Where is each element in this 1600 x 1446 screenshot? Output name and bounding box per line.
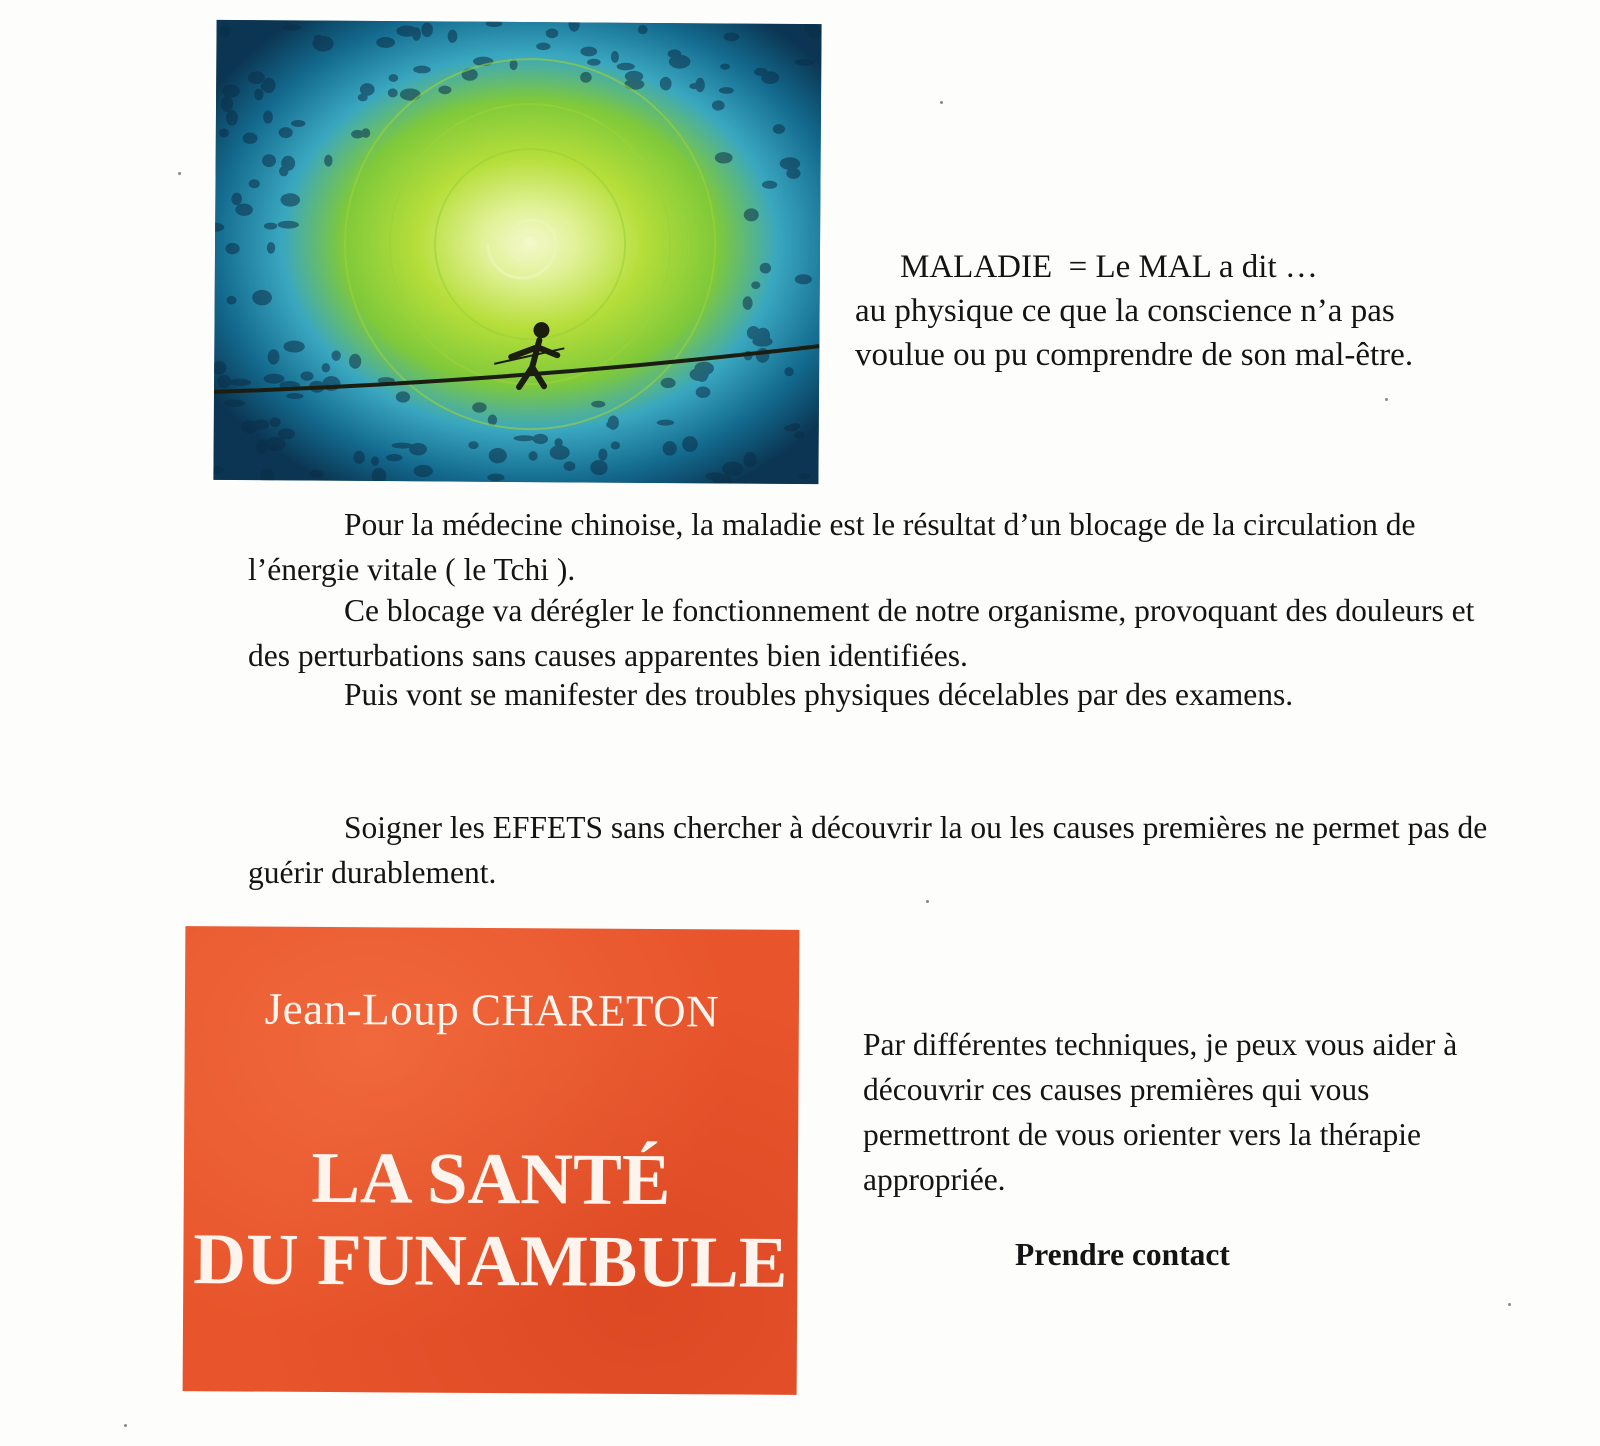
brush-dab: [807, 24, 822, 39]
maladie-rest: au physique ce que la conscience n’a pas voulue ou pu comprendre de son mal-être.: [855, 293, 1414, 373]
brush-dab: [331, 350, 340, 361]
contact-link[interactable]: Prendre contact: [1015, 1237, 1230, 1272]
brush-dab: [262, 154, 276, 167]
brush-dab: [222, 84, 240, 97]
brush-dab: [448, 30, 458, 43]
paragraph-1-text: Pour la médecine chinoise, la maladie est le résultat d’un blocage de la circulation de l’énergie vitale ( le Tchi ).: [248, 507, 1416, 587]
brush-dab: [263, 110, 273, 123]
brush-dab: [248, 71, 265, 84]
brush-dab: [794, 431, 805, 439]
paragraph-4-text: Soigner les EFFETS sans chercher à découvrir la ou les causes premières ne permet pas de guérir durablement.: [248, 810, 1488, 890]
scan-speck: [940, 101, 943, 104]
brush-dab: [421, 22, 433, 37]
brush-dab: [269, 417, 280, 427]
brush-dab: [241, 420, 259, 433]
book-title-line-2: DU FUNAMBULE: [193, 1218, 788, 1303]
brush-dab: [638, 25, 648, 34]
paragraph-2-text: Ce blocage va dérégler le fonctionnement de notre organisme, provoquant des douleurs et des perturbations sans causes apparentes bien identifiées.: [248, 593, 1475, 673]
brush-dab: [598, 448, 607, 460]
brush-dab: [227, 296, 237, 305]
brush-dab: [219, 25, 230, 37]
brush-dab: [254, 89, 263, 101]
brush-dab: [580, 72, 592, 83]
brush-dab: [773, 124, 785, 134]
paragraph-chinese-medicine: [248, 502, 1488, 592]
scan-speck: [124, 1424, 127, 1427]
brush-dab: [265, 437, 285, 451]
tightrope-painting: [213, 20, 821, 484]
brush-dab: [219, 128, 229, 137]
brush-dab: [279, 127, 293, 138]
brush-dab: [267, 242, 275, 254]
brush-dab: [221, 96, 233, 112]
brush-dab: [761, 71, 779, 84]
brush-dab: [261, 82, 271, 91]
brush-dab: [712, 100, 725, 110]
scan-speck: [926, 900, 929, 903]
scan-speck: [1508, 1303, 1511, 1306]
brush-dab: [372, 468, 387, 484]
brush-dab: [546, 28, 559, 38]
maladie-definition: [855, 245, 1435, 377]
brush-dab: [682, 436, 698, 452]
brush-dab: [696, 386, 711, 398]
brush-dab: [663, 441, 677, 456]
brush-dab: [226, 110, 238, 126]
brush-dab: [743, 296, 753, 310]
techniques-paragraph: Par différentes techniques, je peux vous aider à découvrir ces causes premières qui vous permettront de vous orienter vers la thérapie appropriée.: [863, 1027, 1458, 1197]
brush-dab: [231, 193, 242, 206]
brush-dab: [281, 156, 295, 171]
brush-dab: [256, 439, 268, 454]
maladie-first-line: MALADIE = Le MAL a dit …: [900, 249, 1318, 285]
brush-dab: [784, 367, 793, 376]
brush-dab: [611, 441, 620, 449]
brush-dab: [268, 349, 280, 364]
brush-dab: [697, 371, 708, 382]
brush-dab: [396, 391, 410, 402]
brush-dab: [468, 441, 478, 449]
brush-dab: [744, 208, 759, 221]
paragraph-blockage: [248, 588, 1488, 678]
brush-dab: [590, 460, 608, 475]
brush-dab: [722, 462, 743, 477]
brush-dab: [243, 132, 258, 144]
brush-dab: [300, 371, 313, 381]
brush-dab: [389, 74, 399, 82]
painting-artwork: [213, 20, 821, 484]
brush-dab: [550, 445, 570, 460]
book-cover: [183, 926, 800, 1395]
brush-dab: [353, 451, 364, 464]
paragraph-effects: [248, 805, 1488, 895]
brush-dab: [371, 456, 379, 466]
paragraph-symptoms: [248, 672, 1488, 717]
brush-dab: [260, 469, 275, 484]
book-title: [183, 1136, 798, 1304]
scan-speck: [1385, 398, 1388, 401]
brush-dab: [324, 155, 332, 167]
brush-dab: [760, 263, 771, 274]
brush-dab: [249, 179, 260, 188]
brush-dab: [661, 378, 676, 389]
brush-dab: [388, 88, 398, 97]
book-author: Jean-Loup CHARETON: [264, 983, 720, 1037]
brush-dab: [563, 461, 575, 471]
brush-dab: [349, 354, 361, 369]
brush-dab: [489, 448, 507, 464]
brush-dab: [743, 452, 757, 467]
brush-dab: [235, 203, 253, 216]
brush-dab: [322, 363, 330, 372]
brush-dab: [217, 375, 231, 388]
brush-dab: [360, 83, 375, 96]
paragraph-3-text: Puis vont se manifester des troubles physiques décelables par des examens.: [344, 677, 1294, 712]
book-title-line-1: LA SANTÉ: [311, 1136, 671, 1221]
brush-dab: [472, 402, 486, 413]
scan-speck: [178, 172, 181, 175]
brush-dab: [751, 281, 760, 289]
brush-dab: [252, 290, 272, 306]
brush-dab: [528, 451, 537, 461]
brush-dab: [660, 77, 672, 91]
brush-dab: [225, 243, 239, 254]
